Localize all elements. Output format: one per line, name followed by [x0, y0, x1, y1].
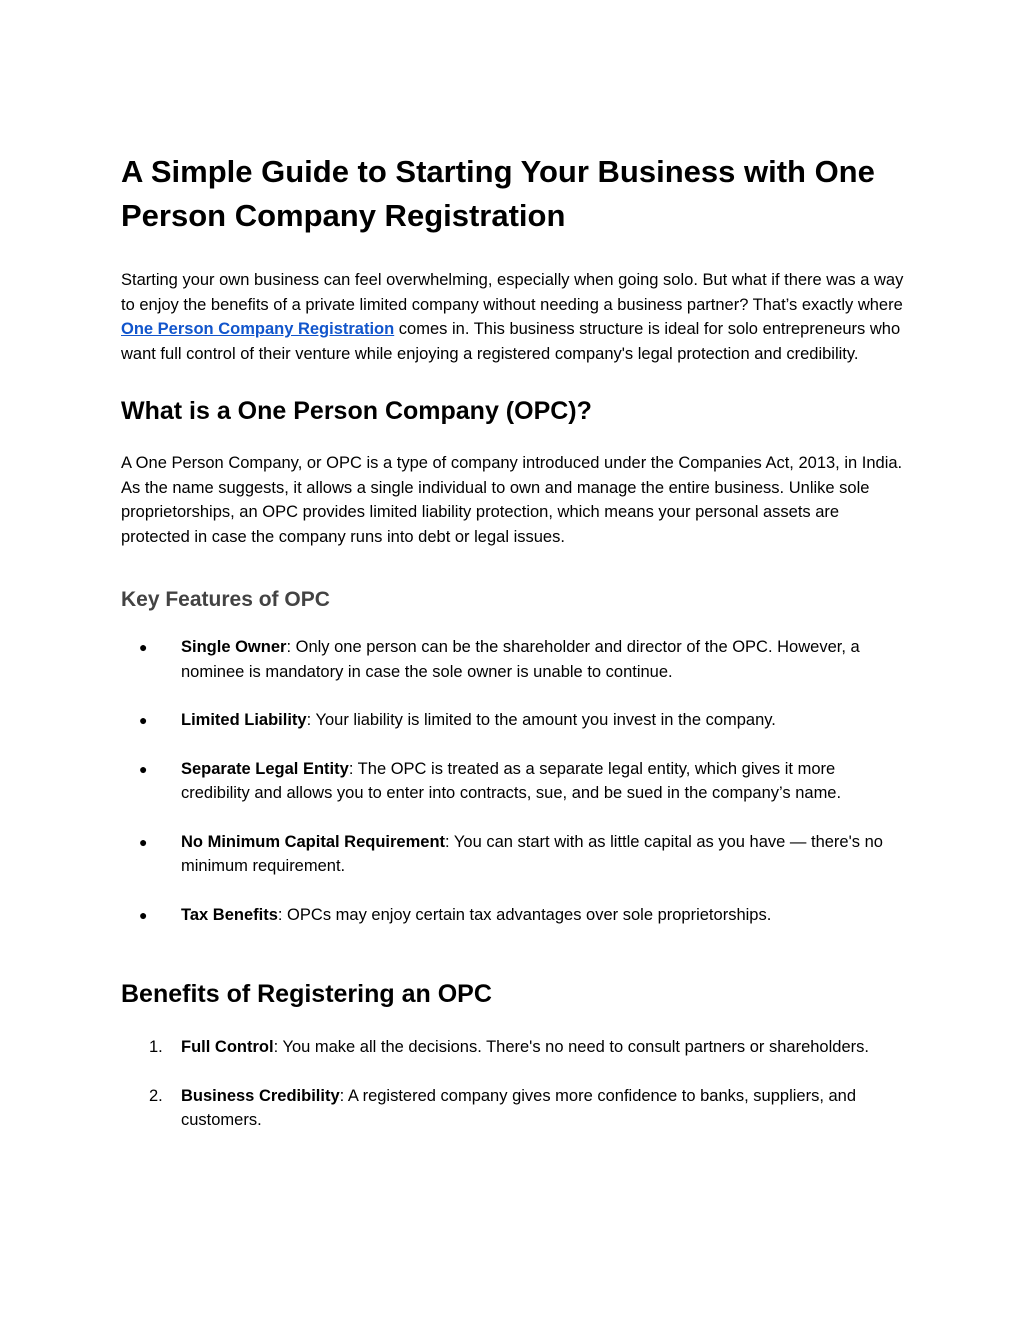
- list-item: [121, 635, 906, 684]
- feature-text: : Your liability is limited to the amount you invest in the company.: [306, 711, 776, 729]
- feature-term: Tax Benefits: [181, 905, 278, 924]
- list-item: [121, 1084, 906, 1133]
- bullet-icon: ●: [139, 639, 148, 655]
- feature-text: : You can start with as little capital as you have — there's no minimum requirement.: [181, 832, 883, 875]
- opc-registration-link[interactable]: One Person Company Registration: [121, 320, 395, 338]
- intro-text-after-link: comes in. This business structure is ideal for solo entrepreneurs who want full control of their venture while enjoying a registered company's legal protection and credibility.: [121, 320, 901, 363]
- key-features-list: [121, 635, 906, 927]
- opc-description-paragraph: A One Person Company, or OPC is a type of company introduced under the Companies Act, 2013, in India. As the name suggests, it allows a single individual to own and manage the entire business. Unlike sole proprietorships, an OPC provides limited liability protection, which means your personal assets are protected in case the company runs into debt or legal issues.: [121, 454, 903, 546]
- benefit-text: : A registered company gives more confidence to banks, suppliers, and customers.: [181, 1086, 857, 1129]
- list-item: [121, 708, 906, 733]
- feature-term: No Minimum Capital Requirement: [181, 832, 446, 851]
- feature-term: Single Owner: [181, 638, 287, 656]
- list-number: 1.: [149, 1038, 163, 1056]
- document-title: A Simple Guide to Starting Your Business with One Person Company Registration: [121, 154, 875, 233]
- benefit-term: Full Control: [181, 1038, 274, 1056]
- feature-text: : The OPC is treated as a separate legal entity, which gives it more credibility and allows you to enter into contracts, sue, and be sued in the company’s name.: [181, 759, 842, 802]
- list-item: [121, 903, 906, 928]
- intro-paragraph: [121, 268, 906, 366]
- intro-text-before-link: Starting your own business can feel overwhelming, especially when going solo. But what if there was a way to enjoy the benefits of a private limited company without needing a business partner? That’s exactly where: [121, 271, 904, 314]
- document-page: [121, 150, 906, 1157]
- bullet-icon: ●: [139, 712, 148, 728]
- list-item: [121, 830, 906, 879]
- bullet-icon: ●: [139, 906, 148, 923]
- list-item: [121, 1035, 906, 1060]
- feature-term: Limited Liability: [181, 711, 307, 729]
- feature-term: Separate Legal Entity: [181, 759, 349, 778]
- bullet-icon: ●: [139, 833, 148, 850]
- benefits-heading: Benefits of Registering an OPC: [121, 980, 492, 1008]
- key-features-heading: Key Features of OPC: [121, 588, 330, 611]
- opc-section-heading: What is a One Person Company (OPC)?: [121, 397, 592, 425]
- benefit-term: Business Credibility: [181, 1086, 340, 1105]
- list-item: [121, 757, 906, 806]
- list-number: 2.: [149, 1086, 163, 1105]
- feature-text: : OPCs may enjoy certain tax advantages over sole proprietorships.: [277, 905, 772, 924]
- bullet-icon: ●: [139, 760, 148, 777]
- feature-text: : Only one person can be the shareholder and director of the OPC. However, a nominee is mandatory in case the sole owner is unable to continue.: [181, 638, 860, 681]
- benefit-text: : You make all the decisions. There's no need to consult partners or shareholders.: [273, 1038, 869, 1056]
- benefits-list: [121, 1035, 906, 1133]
